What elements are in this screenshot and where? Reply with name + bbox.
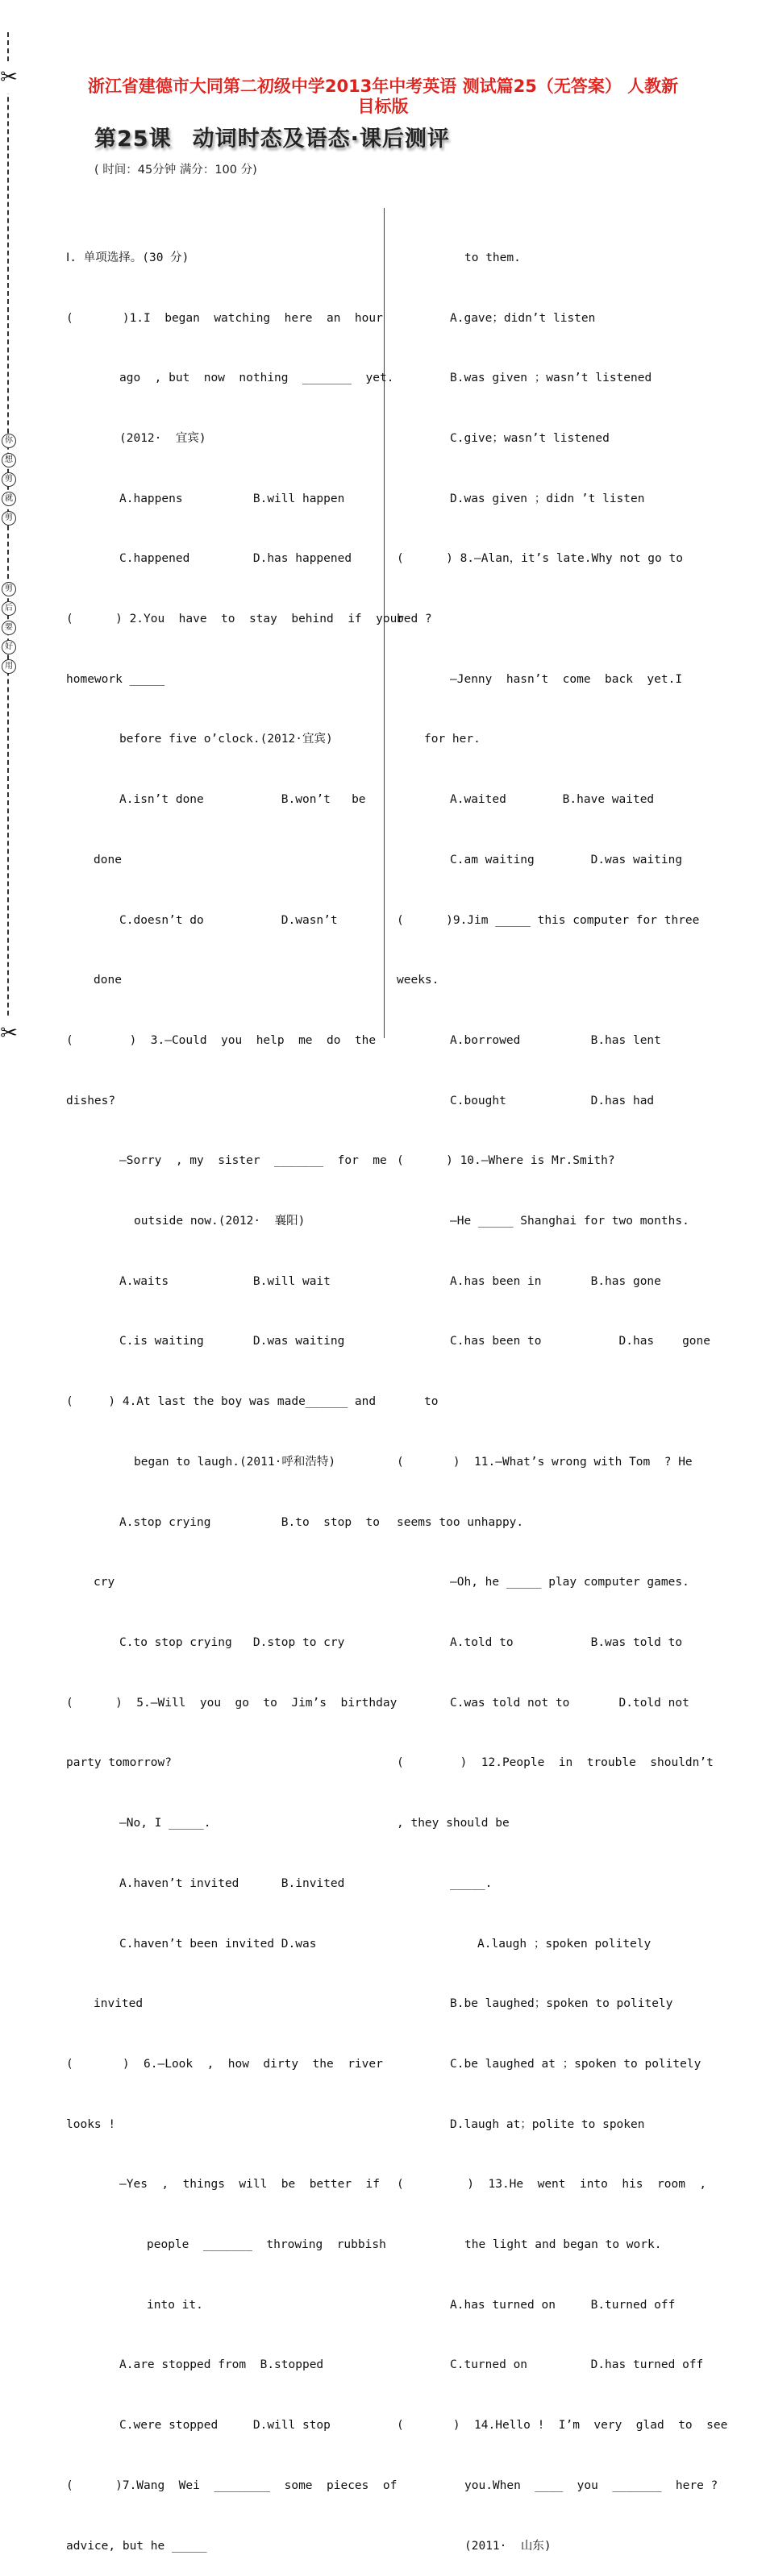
question-line: ( )1.I began watching here an hour bbox=[66, 311, 383, 325]
question-line: , they should be bbox=[397, 1817, 510, 1830]
document-title bbox=[56, 77, 710, 117]
question-line: homework _____ bbox=[66, 672, 165, 686]
question-line: —Sorry , my sister _______ for me bbox=[119, 1154, 387, 1168]
question-line: —He _____ Shanghai for two months. bbox=[450, 1215, 689, 1228]
option-line: A.haven’t invited B.invited bbox=[119, 1876, 345, 1890]
question-line: ( ) 14.Hello ! I’m very glad to see bbox=[397, 2419, 728, 2433]
question-line: you.When ____ you _______ here ? bbox=[464, 2478, 718, 2492]
lesson-title bbox=[94, 121, 450, 152]
margin-circle: 剪 bbox=[2, 582, 16, 596]
question-line: —Oh, he _____ play computer games. bbox=[450, 1576, 689, 1589]
right-column bbox=[397, 208, 728, 2576]
left-column bbox=[66, 208, 405, 2576]
question-line: ( ) 5.—Will you go to Jim’s birthday bbox=[66, 1696, 398, 1710]
margin-circle: 剪 bbox=[2, 511, 16, 526]
margin-circle: 你 bbox=[2, 434, 16, 448]
option-line: C.haven’t been invited D.was bbox=[119, 1937, 317, 1951]
option-line: C.bought D.has had bbox=[450, 1094, 655, 1107]
question-source: (2011· 山东) bbox=[464, 2539, 552, 2553]
question-line: ( ) 10.—Where is Mr.Smith? bbox=[397, 1154, 615, 1168]
question-line: advice, but he _____ bbox=[66, 2539, 207, 2553]
question-line: people _______ throwing rubbish bbox=[147, 2238, 386, 2252]
margin-circle: 就 bbox=[2, 492, 16, 506]
question-line: ( ) 4.At last the boy was made______ and bbox=[66, 1395, 377, 1409]
question-line: ( ) 13.He went into his room , bbox=[397, 2178, 707, 2192]
option-line: C.was told not to D.told not bbox=[450, 1696, 689, 1710]
question-line: _____. bbox=[450, 1876, 493, 1890]
question-line: looks ! bbox=[66, 2117, 116, 2131]
question-line: to them. bbox=[464, 251, 521, 264]
document-title-line1: 浙江省建德市大同第二初级中学2013年中考英语 测试篇25（无答案） 人教新 bbox=[87, 77, 679, 96]
option-line: cry bbox=[94, 1576, 115, 1589]
question-line: before five o’clock.(2012·宜宾) bbox=[119, 733, 333, 746]
option-line: A.waits B.will wait bbox=[119, 1274, 331, 1288]
option-line: invited bbox=[94, 1997, 144, 2011]
scissors-icon-bottom: ✂ bbox=[0, 1017, 18, 1049]
option-line: D.laugh at；polite to spoken bbox=[450, 2117, 645, 2131]
option-line: C.doesn’t do D.wasn’t bbox=[119, 913, 338, 927]
question-line: into it. bbox=[147, 2298, 203, 2312]
option-line: A.gave；didn’t listen bbox=[450, 311, 596, 325]
question-line: bed ? bbox=[397, 613, 432, 626]
question-line: ( )7.Wang Wei ________ some pieces of bbox=[66, 2478, 398, 2492]
option-line: A.has turned on B.turned off bbox=[450, 2298, 676, 2312]
question-line: —Yes , things will be better if bbox=[119, 2178, 381, 2192]
question-line: ( ) 8.—Alan，it’s late.Why not go to bbox=[397, 552, 683, 566]
option-line: D.was given ；didn ’t listen bbox=[450, 492, 645, 505]
option-line: C.turned on D.has turned off bbox=[450, 2358, 704, 2372]
question-line: ago , but now nothing _______ yet. bbox=[119, 372, 394, 385]
option-line: A.isn’t done B.won’t be bbox=[119, 793, 366, 807]
question-line: ( ) 6.—Look , how dirty the river bbox=[66, 2057, 383, 2071]
option-line: A.are stopped from B.stopped bbox=[119, 2358, 324, 2372]
question-line: ( ) 12.People in trouble shouldn’t bbox=[397, 1756, 714, 1770]
time-score-info: ( 时间：45分钟 满分：100 分) bbox=[94, 164, 257, 177]
option-line: done bbox=[94, 974, 122, 987]
option-line: C.am waiting D.was waiting bbox=[450, 853, 683, 866]
option-line: C.were stopped D.will stop bbox=[119, 2419, 331, 2433]
option-line: A.laugh ；spoken politely bbox=[477, 1937, 652, 1951]
margin-circle: 要 bbox=[2, 621, 16, 635]
option-line: C.has been to D.has gone bbox=[450, 1335, 711, 1348]
margin-circle: 后 bbox=[2, 601, 16, 616]
question-line: seems too unhappy. bbox=[397, 1515, 524, 1529]
margin-circle: 好 bbox=[2, 640, 16, 654]
option-line: C.is waiting D.was waiting bbox=[119, 1335, 345, 1348]
question-line: began to laugh.(2011·呼和浩特) bbox=[134, 1455, 336, 1469]
option-line: C.be laughed at ；spoken to politely bbox=[450, 2057, 701, 2071]
question-line: weeks. bbox=[397, 974, 439, 987]
option-line: C.give；wasn’t listened bbox=[450, 431, 610, 445]
margin-circle: 想 bbox=[2, 453, 16, 467]
question-line: party tomorrow? bbox=[66, 1756, 172, 1770]
question-line: the light and began to work. bbox=[464, 2238, 662, 2252]
document-title-line2: 目标版 bbox=[357, 97, 409, 116]
option-line: A.happens B.will happen bbox=[119, 492, 345, 505]
option-line: A.borrowed B.has lent bbox=[450, 1033, 661, 1047]
option-line: B.be laughed；spoken to politely bbox=[450, 1997, 673, 2011]
margin-circles-top bbox=[2, 434, 16, 526]
option-line: to bbox=[424, 1395, 439, 1409]
option-line: A.stop crying B.to stop to bbox=[119, 1515, 381, 1529]
section-heading: Ⅰ. 单项选择。(30 分) bbox=[66, 251, 189, 264]
question-line: —No, I _____. bbox=[119, 1817, 211, 1830]
lesson-number: 第25课 bbox=[94, 127, 172, 152]
question-line: ( )9.Jim _____ this computer for three bbox=[397, 913, 700, 927]
question-line: for her. bbox=[424, 733, 481, 746]
option-line: C.to stop crying D.stop to cry bbox=[119, 1635, 345, 1649]
margin-circles-bottom bbox=[2, 582, 16, 674]
option-line: A.has been in B.has gone bbox=[450, 1274, 661, 1288]
question-line: ( ) 2.You have to stay behind if your bbox=[66, 613, 405, 626]
question-line: dishes? bbox=[66, 1094, 116, 1107]
lesson-topic: 动词时态及语态·课后测评 bbox=[192, 127, 450, 152]
option-line: B.was given ；wasn’t listened bbox=[450, 372, 652, 385]
option-line: C.happened D.has happened bbox=[119, 552, 352, 566]
cut-line bbox=[7, 32, 9, 1048]
question-line: ( ) 11.—What’s wrong with Tom ? He bbox=[397, 1455, 693, 1469]
option-line: A.told to B.was told to bbox=[450, 1635, 683, 1649]
margin-circle: 剪 bbox=[2, 472, 16, 487]
question-source: (2012· 宜宾) bbox=[119, 431, 206, 445]
margin-circle: 用 bbox=[2, 659, 16, 674]
option-line: A.waited B.have waited bbox=[450, 793, 655, 807]
question-line: ( ) 3.—Could you help me do the bbox=[66, 1033, 377, 1047]
question-line: outside now.(2012· 襄阳) bbox=[134, 1215, 306, 1228]
question-line: —Jenny hasn’t come back yet.I bbox=[450, 672, 683, 686]
scissors-icon: ✂ bbox=[0, 61, 18, 93]
option-line: done bbox=[94, 853, 122, 866]
